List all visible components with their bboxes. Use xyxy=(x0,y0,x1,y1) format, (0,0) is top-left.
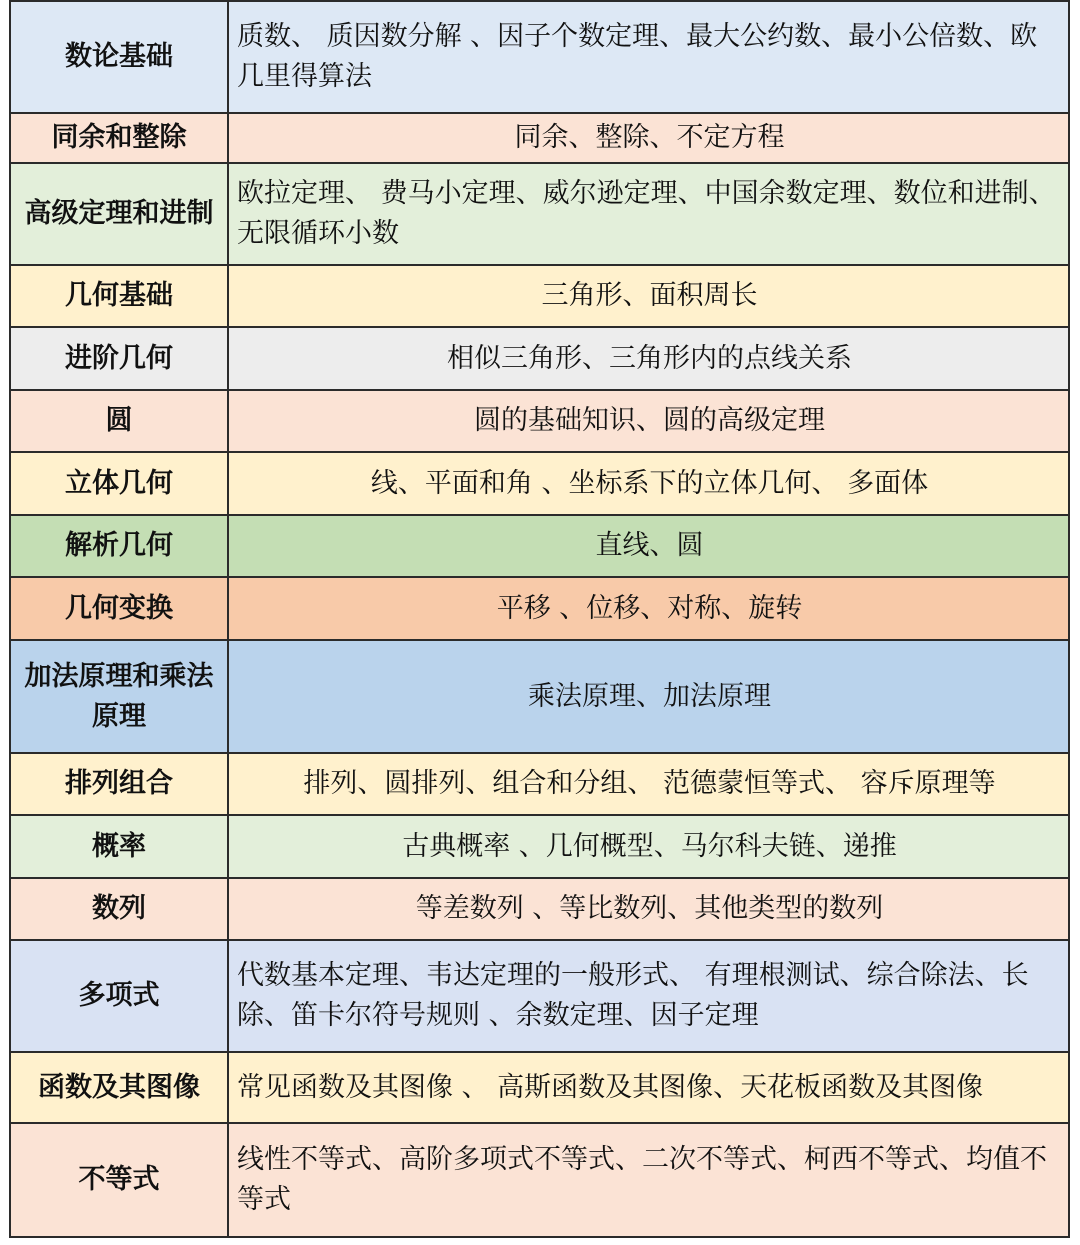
content-cell: 线、平面和角 、坐标系下的立体几何、 多面体 xyxy=(228,452,1069,515)
topic-cell: 多项式 xyxy=(10,940,228,1052)
topic-table-container xyxy=(9,0,1070,1238)
table-row xyxy=(10,577,1069,640)
topic-cell: 不等式 xyxy=(10,1123,228,1237)
topic-cell: 立体几何 xyxy=(10,452,228,515)
topic-cell: 同余和整除 xyxy=(10,113,228,163)
content-cell: 质数、 质因数分解 、因子个数定理、最大公约数、最小公倍数、欧几里得算法 xyxy=(228,1,1069,113)
content-cell: 相似三角形、三角形内的点线关系 xyxy=(228,327,1069,390)
table-row xyxy=(10,390,1069,452)
table-body xyxy=(10,1,1069,1237)
content-cell: 常见函数及其图像 、 高斯函数及其图像、天花板函数及其图像 xyxy=(228,1052,1069,1123)
table-row xyxy=(10,265,1069,327)
table-row xyxy=(10,113,1069,163)
table-row xyxy=(10,1052,1069,1123)
topic-cell: 几何变换 xyxy=(10,577,228,640)
content-cell: 同余、整除、不定方程 xyxy=(228,113,1069,163)
table-row xyxy=(10,753,1069,815)
content-cell: 平移 、位移、对称、旋转 xyxy=(228,577,1069,640)
content-cell: 乘法原理、加法原理 xyxy=(228,640,1069,753)
table-row xyxy=(10,1,1069,113)
table-row xyxy=(10,163,1069,265)
table-row xyxy=(10,1123,1069,1237)
content-cell: 直线、圆 xyxy=(228,515,1069,577)
table-row xyxy=(10,815,1069,878)
table-row xyxy=(10,515,1069,577)
topic-cell: 数论基础 xyxy=(10,1,228,113)
topic-cell: 高级定理和进制 xyxy=(10,163,228,265)
table-row xyxy=(10,327,1069,390)
content-cell: 等差数列 、等比数列、其他类型的数列 xyxy=(228,878,1069,940)
topic-cell: 进阶几何 xyxy=(10,327,228,390)
table-row xyxy=(10,940,1069,1052)
topic-cell: 函数及其图像 xyxy=(10,1052,228,1123)
topic-cell: 解析几何 xyxy=(10,515,228,577)
topic-cell: 数列 xyxy=(10,878,228,940)
topic-cell: 加法原理和乘法原理 xyxy=(10,640,228,753)
content-cell: 古典概率 、几何概型、马尔科夫链、递推 xyxy=(228,815,1069,878)
table-row xyxy=(10,878,1069,940)
math-topic-table xyxy=(9,0,1070,1238)
content-cell: 排列、圆排列、组合和分组、 范德蒙恒等式、 容斥原理等 xyxy=(228,753,1069,815)
content-cell: 圆的基础知识、圆的高级定理 xyxy=(228,390,1069,452)
table-row xyxy=(10,640,1069,753)
content-cell: 三角形、面积周长 xyxy=(228,265,1069,327)
content-cell: 欧拉定理、 费马小定理、威尔逊定理、中国余数定理、数位和进制、无限循环小数 xyxy=(228,163,1069,265)
topic-cell: 圆 xyxy=(10,390,228,452)
topic-cell: 概率 xyxy=(10,815,228,878)
content-cell: 代数基本定理、韦达定理的一般形式、 有理根测试、综合除法、长除、笛卡尔符号规则 、余数定理、因子定理 xyxy=(228,940,1069,1052)
topic-cell: 排列组合 xyxy=(10,753,228,815)
content-cell: 线性不等式、高阶多项式不等式、二次不等式、柯西不等式、均值不等式 xyxy=(228,1123,1069,1237)
table-row xyxy=(10,452,1069,515)
topic-cell: 几何基础 xyxy=(10,265,228,327)
